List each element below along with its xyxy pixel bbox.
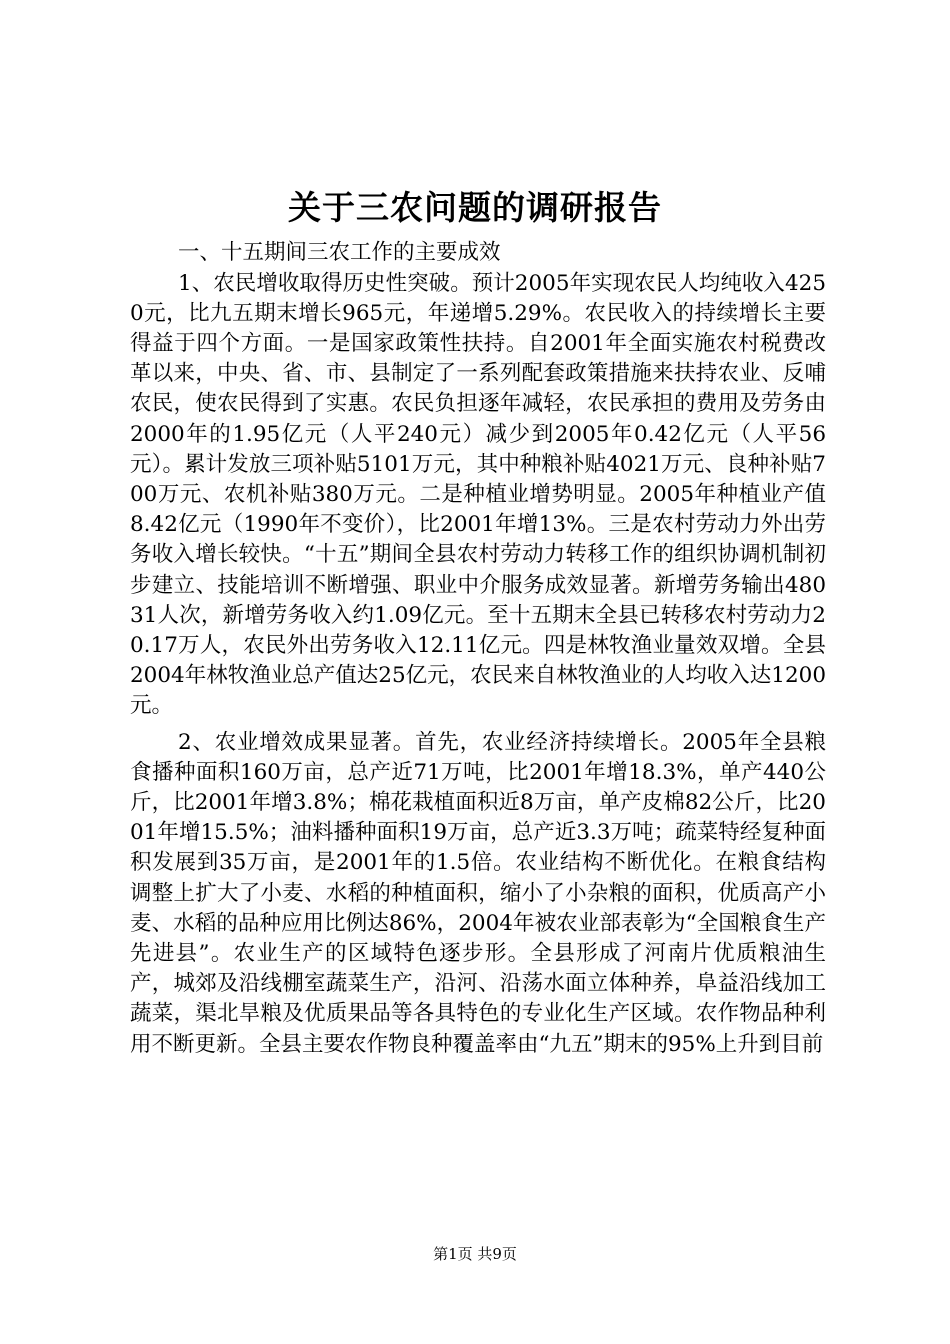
paragraph-farmer-income: 1、农民增收取得历史性突破。预计2005年实现农民人均纯收入4250元，比九五期末增长965元，年递增5.29%。农民收入的持续增长主要得益于四个方面。一是国家政策性扶持。自2001年全面实施农村税费改革以来，中央、省、市、县制定了一系列配套政策措施来扶持农业、反哺农民，使农民得到了实惠。农民负担逐年减轻，农民承担的费用及劳务由2000年的1.95亿元（人平240元）减少到2005年0.42亿元（人平56元）。累计发放三项补贴5101万元，其中种粮补贴4021万元、良种补贴700万元、农机补贴380万元。二是种植业增势明显。2005年种植业产值8.42亿元（1990年不变价），比2001年增13%。三是农村劳动力外出劳务收入增长较快。“十五”期间全县农村劳动力转移工作的组织协调机制初步建立、技能培训不断增强、职业中介服务成效显著。新增劳务输出48031人次，新增劳务收入约1.09亿元。至十五期末全县已转移农村劳动力20.17万人，农民外出劳务收入12.11亿元。四是林牧渔业量效双增。全县2004年林牧渔业总产值达25亿元，农民来自林牧渔业的人均收入达1200元。 xyxy=(130,270,826,719)
page-indicator: 第1页 共9页 xyxy=(433,1245,517,1263)
document-body xyxy=(130,238,826,1066)
section-heading: 一、十五期间三农工作的主要成效 xyxy=(178,240,501,265)
document-title: 关于三农问题的调研报告 xyxy=(288,188,662,227)
paragraph-agriculture-efficiency: 2、农业增效成果显著。首先，农业经济持续增长。2005年全县粮食播种面积160万亩，总产近71万吨，比2001年增18.3%，单产440公斤，比2001年增3.8%；棉花栽植面积近8万亩，单产皮棉82公斤，比2001年增15.5%；油料播种面积19万亩，总产近3.3万吨；疏菜特经复种面积发展到35万亩，是2001年的1.5倍。农业结构不断优化。在粮食结构调整上扩大了小麦、水稻的种植面积，缩小了小杂粮的面积，优质高产小麦、水稻的品种应用比例达86%，2004年被农业部表彰为“全国粮食生产先进县”。农业生产的区域特色逐步形。全县形成了河南片优质粮油生产，城郊及沿线棚室蔬菜生产，沿河、沿荡水面立体种养，阜益沿线加工蔬菜，渠北旱粮及优质果品等各具特色的专业化生产区域。农作物品种利用不断更新。全县主要农作物良种覆盖率由“九五”期末的95%上升到目前 xyxy=(130,729,826,1057)
